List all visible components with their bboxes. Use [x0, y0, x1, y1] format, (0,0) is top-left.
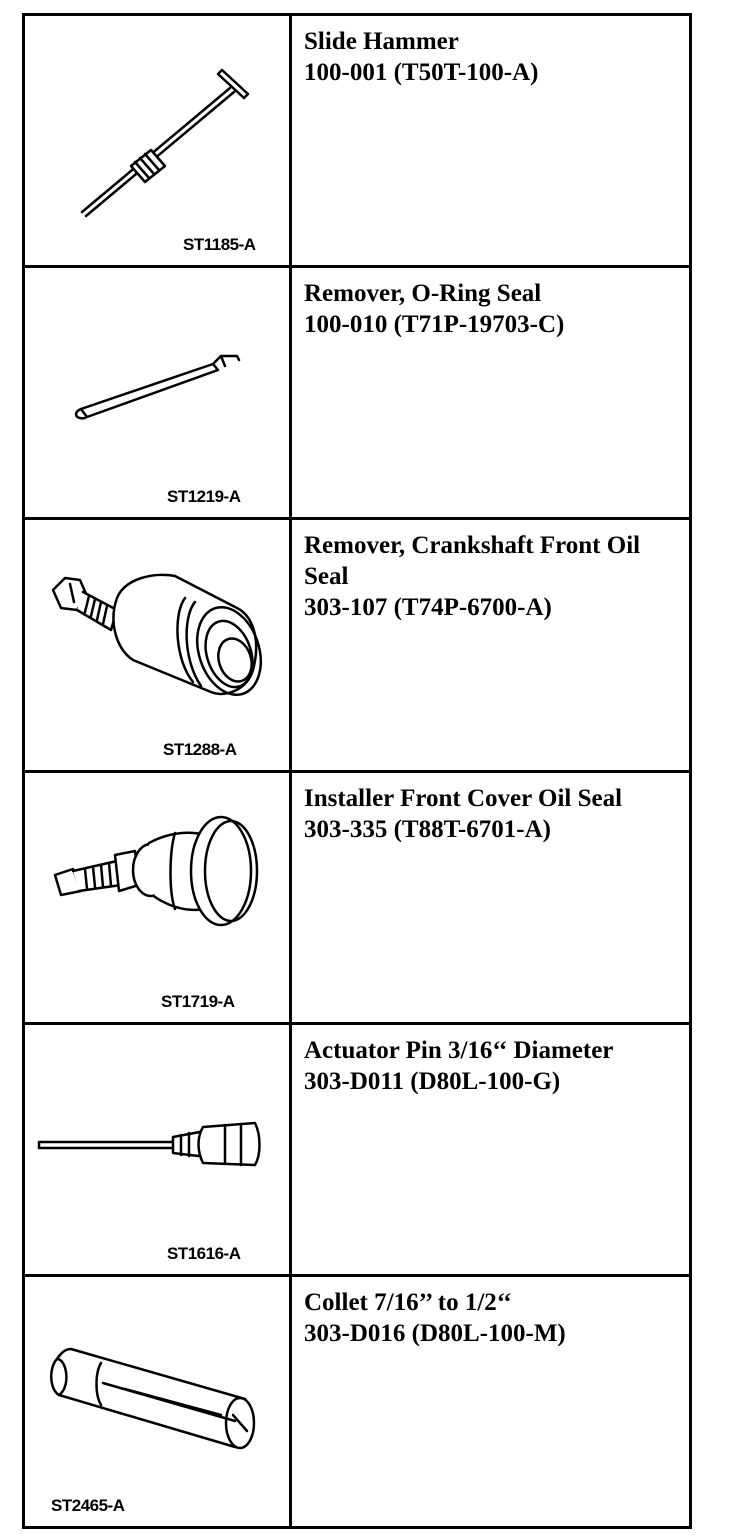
- tool-description-cell: [292, 268, 689, 517]
- figure-code: ST1719-A: [161, 991, 235, 1011]
- tool-number: 303-D016 (D80L-100-M): [304, 1319, 566, 1347]
- tool-row: [25, 520, 689, 772]
- tool-description-cell: [292, 520, 689, 769]
- tool-name: Remover, Crankshaft Front Oil Seal: [304, 532, 641, 591]
- figure-code: ST2465-A: [51, 1496, 125, 1516]
- figure-code: ST1219-A: [167, 487, 241, 507]
- tool-number: 100-010 (T71P-19703-C): [304, 311, 565, 339]
- tool-name: Remover, O-Ring Seal: [304, 280, 542, 308]
- tool-illustration-cell: [25, 16, 292, 265]
- tool-row: [25, 1277, 689, 1526]
- tool-description-cell: [292, 1025, 689, 1274]
- tool-row: [25, 1025, 689, 1277]
- tool-row: [25, 268, 689, 520]
- tool-row: [25, 773, 689, 1025]
- seal-remover-icon: [25, 520, 289, 760]
- figure-code: ST1185-A: [183, 235, 256, 255]
- tool-illustration-cell: [25, 1277, 292, 1526]
- tool-illustration-cell: [25, 520, 292, 769]
- tool-name: Slide Hammer: [304, 28, 459, 55]
- tool-name: Actuator Pin 3/16‘‘ Diameter: [304, 1036, 614, 1064]
- special-tools-table: [22, 13, 692, 1529]
- tool-row: [25, 16, 689, 268]
- tool-name: Collet 7/16’’ to 1/2‘‘: [304, 1288, 512, 1316]
- tool-name: Installer Front Cover Oil Seal: [304, 784, 623, 812]
- slide-hammer-icon: [25, 16, 289, 256]
- tool-number: 303-335 (T88T-6701-A): [304, 815, 551, 843]
- tool-description-cell: [292, 16, 689, 265]
- tool-number: 100-001 (T50T-100-A): [304, 59, 539, 86]
- seal-installer-icon: [25, 773, 289, 1013]
- collet-icon: [25, 1277, 289, 1517]
- o-ring-remover-icon: [25, 268, 289, 508]
- tool-illustration-cell: [25, 1025, 292, 1274]
- tool-description-cell: [292, 773, 689, 1022]
- tool-number: 303-107 (T74P-6700-A): [304, 594, 552, 622]
- tool-illustration-cell: [25, 268, 292, 517]
- tool-description-cell: [292, 1277, 689, 1526]
- tool-number: 303-D011 (D80L-100-G): [304, 1067, 561, 1095]
- figure-code: ST1288-A: [163, 739, 237, 759]
- figure-code: ST1616-A: [167, 1243, 241, 1263]
- actuator-pin-icon: [25, 1025, 289, 1265]
- tool-illustration-cell: [25, 773, 292, 1022]
